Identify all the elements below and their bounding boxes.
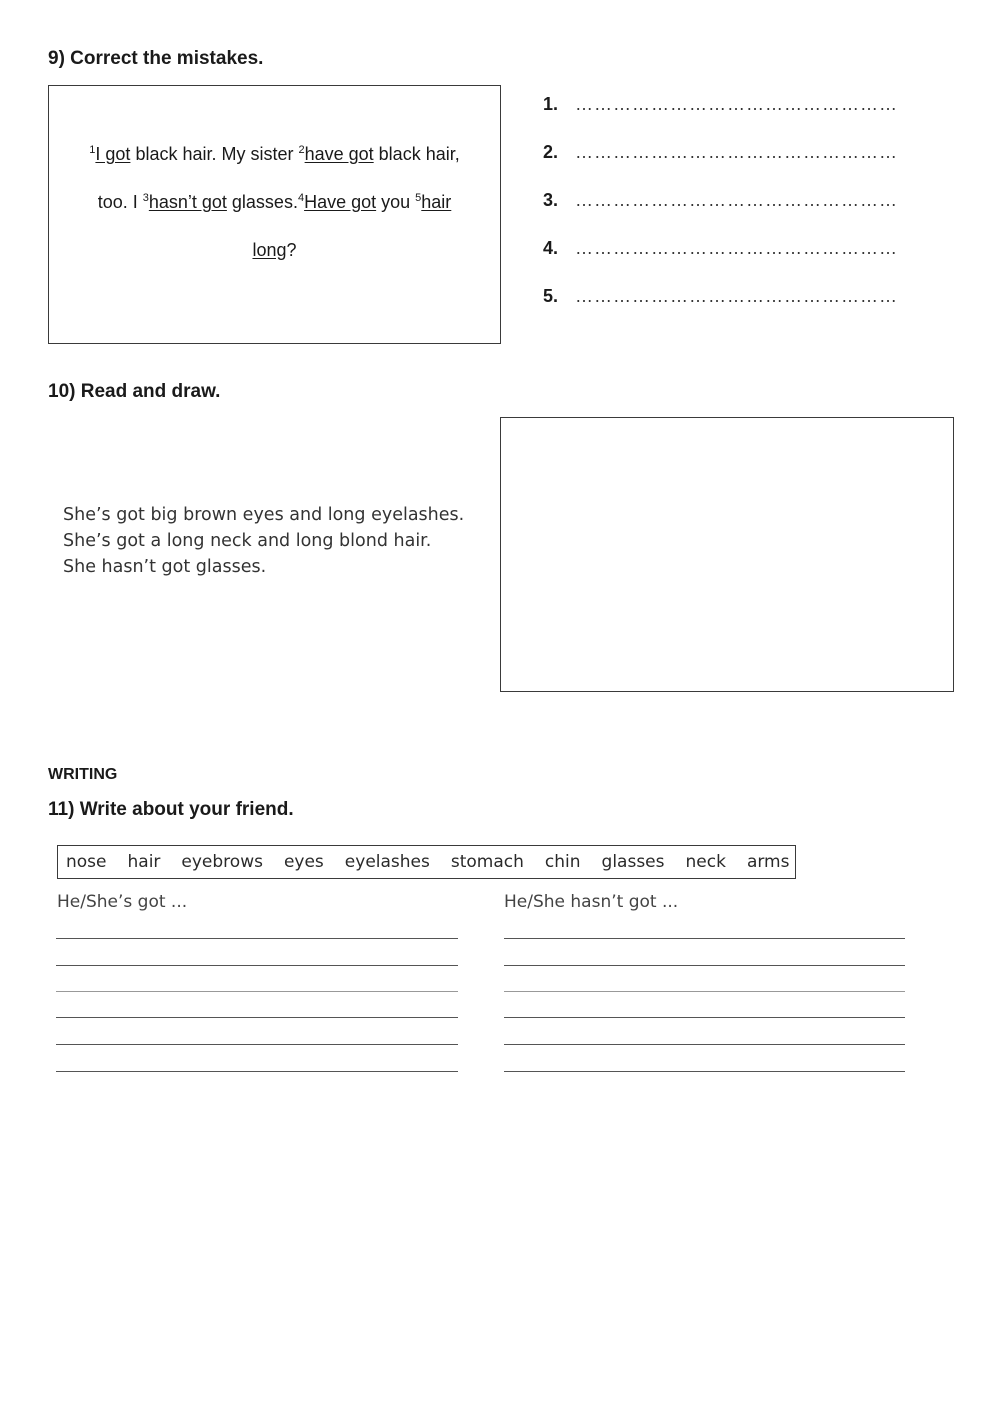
word-bank-item: eyebrows [181, 852, 263, 872]
text-span: black hair, [373, 144, 460, 164]
word-bank-item: hair [127, 852, 161, 872]
mistakes-line-2 [49, 178, 500, 226]
word-bank-item: stomach [450, 852, 524, 872]
text-span: ? [286, 240, 297, 260]
answer-row-1[interactable] [543, 94, 963, 142]
writing-line-right[interactable] [504, 938, 905, 939]
description-line: She hasn’t got glasses. [63, 557, 267, 577]
writing-line-right[interactable] [504, 1071, 905, 1072]
mistakes-text-box [48, 85, 501, 344]
description-line: She’s got big brown eyes and long eyelashes. [63, 505, 465, 525]
answer-blank[interactable]: …………………………………………… [575, 286, 898, 306]
mistakes-paragraph [49, 130, 500, 274]
writing-line-left[interactable] [56, 1017, 458, 1018]
superscript-1: 1 [89, 144, 96, 156]
prompt-hasnt-got: He/She hasn’t got ... [504, 892, 679, 912]
text-span: black hair. My sister [130, 144, 299, 164]
mistake-4: Have got [304, 192, 377, 212]
mistakes-line-3 [49, 226, 500, 274]
superscript-4: 4 [297, 192, 305, 204]
mistake-5: hair [421, 192, 452, 212]
answer-blank[interactable]: …………………………………………… [575, 238, 898, 258]
exercise-11-heading: 11) Write about your friend. [48, 799, 294, 820]
prompt-has-got: He/She’s got ... [57, 892, 188, 912]
superscript-3: 3 [142, 192, 149, 204]
superscript-2: 2 [298, 144, 305, 156]
answer-blank[interactable]: …………………………………………… [575, 190, 898, 210]
exercise-10-heading: 10) Read and draw. [48, 381, 221, 402]
word-bank [57, 845, 796, 879]
answer-number: 1. [543, 94, 559, 114]
word-bank-item: eyelashes [344, 852, 430, 872]
writing-line-left[interactable] [56, 1044, 458, 1045]
text-span: too. I [97, 192, 143, 212]
mistake-2: have got [304, 144, 374, 164]
writing-line-left[interactable] [56, 991, 458, 992]
word-bank-list [58, 846, 795, 878]
drawing-box[interactable] [500, 417, 954, 692]
word-bank-item: glasses [601, 852, 665, 872]
writing-line-left[interactable] [56, 1071, 458, 1072]
mistake-1: I got [95, 144, 131, 164]
word-bank-item: arms [746, 852, 790, 872]
answer-list [543, 94, 963, 334]
answer-blank[interactable]: …………………………………………… [575, 142, 898, 162]
word-bank-item: neck [685, 852, 726, 872]
answer-row-5[interactable] [543, 286, 963, 334]
answer-number: 4. [543, 238, 559, 258]
answer-row-3[interactable] [543, 190, 963, 238]
mistake-5-cont: long [252, 240, 287, 260]
answer-blank[interactable]: …………………………………………… [575, 94, 898, 114]
word-bank-item: eyes [283, 852, 324, 872]
writing-line-right[interactable] [504, 991, 905, 992]
writing-section-label: WRITING [48, 766, 118, 783]
description-line: She’s got a long neck and long blond hair. [63, 531, 432, 551]
writing-line-right[interactable] [504, 1044, 905, 1045]
answer-number: 3. [543, 190, 559, 210]
superscript-5: 5 [415, 192, 422, 204]
mistakes-line-1 [49, 130, 500, 178]
text-span: you [376, 192, 416, 212]
writing-line-left[interactable] [56, 965, 458, 966]
writing-line-left[interactable] [56, 938, 458, 939]
writing-line-right[interactable] [504, 1017, 905, 1018]
description-text [63, 502, 464, 580]
answer-row-2[interactable] [543, 142, 963, 190]
answer-row-4[interactable] [543, 238, 963, 286]
exercise-9-heading: 9) Correct the mistakes. [48, 48, 264, 69]
mistake-3: hasn’t got [148, 192, 227, 212]
word-bank-item: nose [66, 852, 107, 872]
writing-line-right[interactable] [504, 965, 905, 966]
answer-number: 5. [543, 286, 559, 306]
text-span: glasses. [226, 192, 298, 212]
word-bank-item: chin [544, 852, 581, 872]
answer-number: 2. [543, 142, 559, 162]
